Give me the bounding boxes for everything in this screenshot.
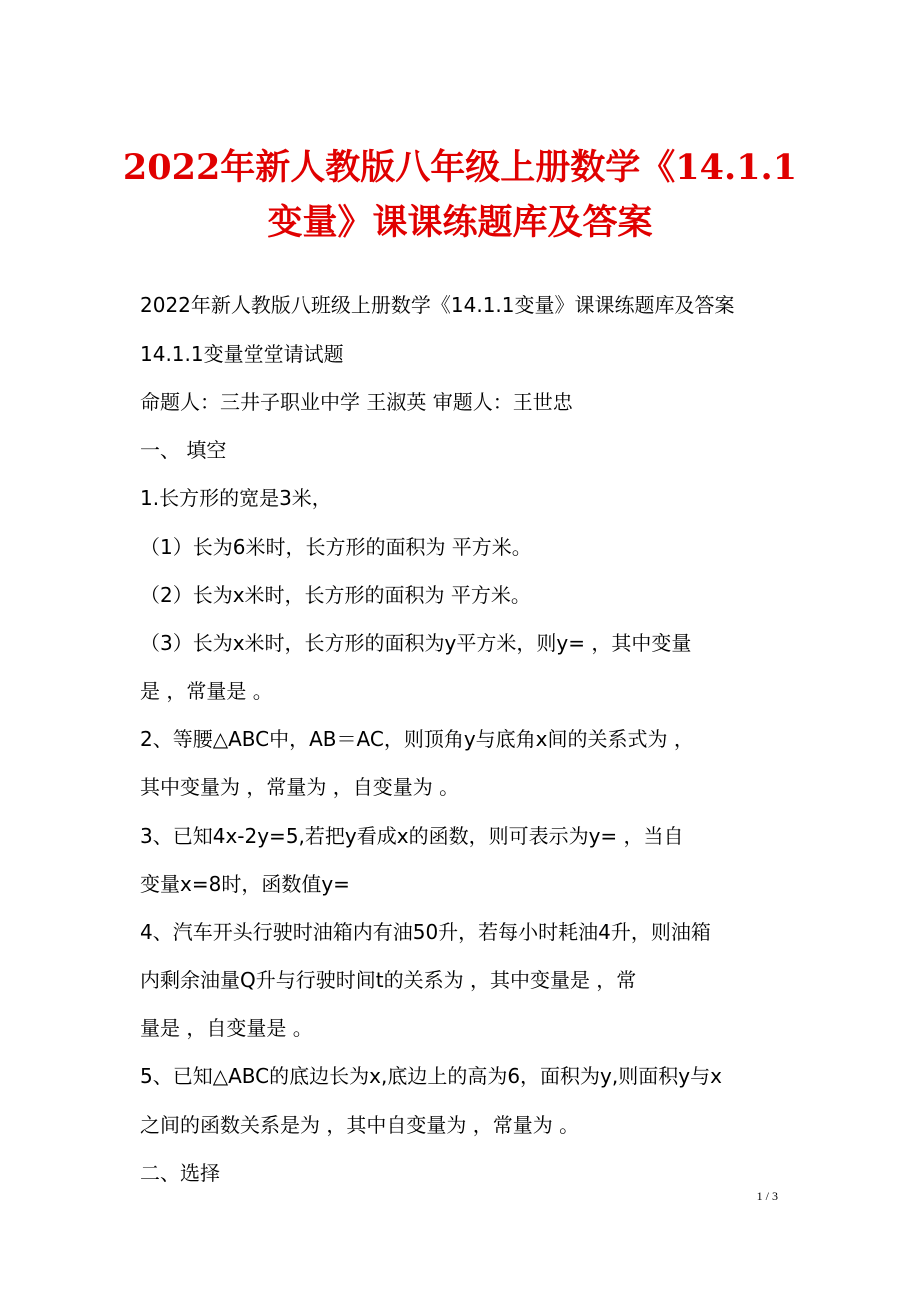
q1-part2: （2）长为x米时，长方形的面积为 平方米。 [140, 583, 531, 607]
q1-part1: （1）长为6米时，长方形的面积为 平方米。 [140, 535, 532, 559]
part1-heading: 一、 填空 [140, 438, 227, 462]
authors-line: 命题人：三井子职业中学 王淑英 审题人：王世忠 [140, 390, 573, 414]
part2-heading: 二、选择 [140, 1161, 220, 1185]
q3-line1: 3、已知4x-2y=5,若把y看成x的函数，则可表示为y= ，当自 [140, 824, 684, 848]
q4-line2: 内剩余油量Q升与行驶时间t的关系为 ，其中变量是 ，常 [140, 968, 637, 992]
subtitle: 2022年新人教版八班级上册数学《14.1.1变量》课课练题库及答案 [140, 293, 735, 317]
q5-line1: 5、已知△ABC的底边长为x,底边上的高为6，面积为y,则面积y与x [140, 1064, 722, 1088]
page-number: 1 / 3 [756, 1189, 778, 1203]
q3-line2: 变量x=8时，函数值y= [140, 872, 350, 896]
q4-line1: 4、汽车开头行驶时油箱内有油50升，若每小时耗油4升，则油箱 [140, 920, 711, 944]
q5-line2: 之间的函数关系是为 ，其中自变量为 ，常量为 。 [140, 1113, 580, 1137]
q1-stem: 1.长方形的宽是3米， [140, 486, 332, 510]
document-title-line-2: 变量》课课练题库及答案 [267, 202, 653, 243]
q4-line3: 量是 ，自变量是 。 [140, 1016, 313, 1040]
document-title-line-1: 2022年新人教版八年级上册数学《14.1.1 [122, 147, 798, 188]
q2-line2: 其中变量为 ，常量为 ，自变量为 。 [140, 775, 460, 799]
q2-line1: 2、等腰△ABC中，AB＝AC，则顶角y与底角x间的关系式为 ， [140, 727, 694, 751]
q1-part3-line2: 是 ，常量是 。 [140, 679, 273, 703]
q1-part3-line1: （3）长为x米时，长方形的面积为y平方米，则y= ，其中变量 [140, 631, 692, 655]
section-heading: 14.1.1变量堂堂请试题 [140, 342, 344, 366]
